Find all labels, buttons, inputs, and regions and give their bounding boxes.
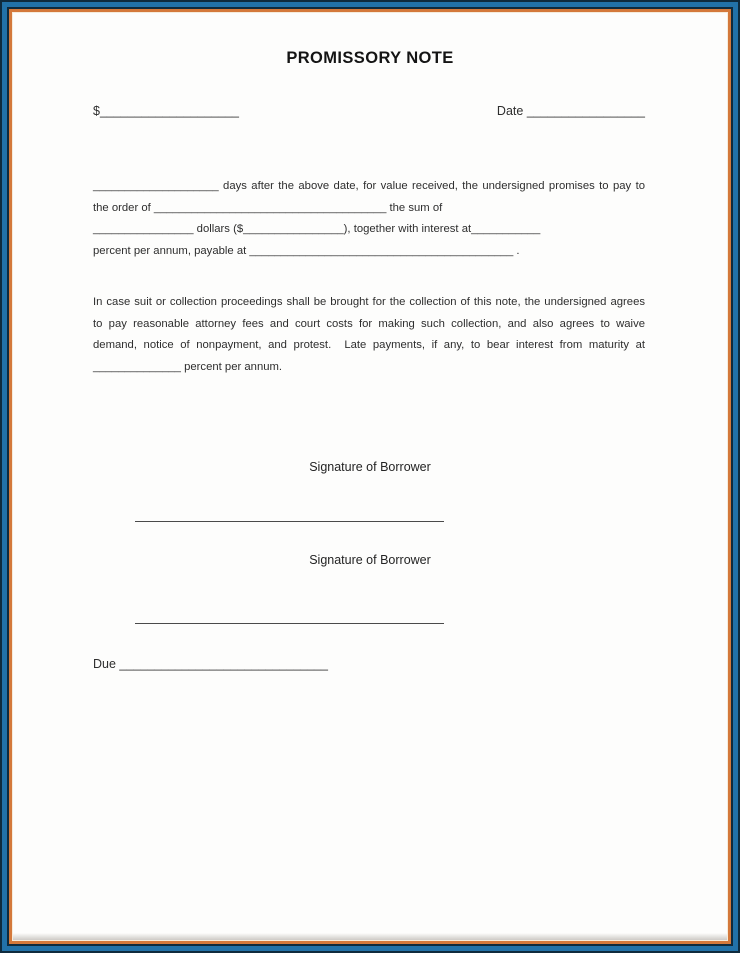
terms-line: ________________ dollars ($________________), together with interest at___________ <box>93 223 541 236</box>
page-border-blue <box>2 2 738 951</box>
due-field <box>93 657 328 671</box>
document-title: PROMISSORY NOTE <box>286 49 454 67</box>
due-label: Due <box>93 657 120 671</box>
signature-of-borrower-label: Signature of Borrower <box>309 460 431 474</box>
collection-line: to pay reasonable attorney fees and court costs for making such collection, and also agrees to waive <box>93 317 645 330</box>
date-field <box>497 104 645 118</box>
amount-blank: ____________________ <box>99 104 239 118</box>
amount-field <box>93 104 239 118</box>
collection-line: ______________ percent per annum. <box>93 360 283 373</box>
due-blank: ______________________________ <box>119 657 328 671</box>
collection-line: In case suit or collection proceedings shall be brought for the collection of this note, the undersigned agrees <box>93 296 645 308</box>
page-border-orange <box>9 9 731 944</box>
terms-line: ____________________ days after the above date, for value received, the undersigned promises to pay to <box>93 180 645 192</box>
signature-line <box>135 623 444 624</box>
promissory-note-page <box>12 12 728 941</box>
terms-line: the order of _____________________________________ the sum of <box>93 201 443 214</box>
amount-prefix: $ <box>93 104 100 118</box>
date-label: Date <box>496 104 527 118</box>
collection-line: demand, notice of nonpayment, and protest. Late payments, if any, to bear interest from maturity at <box>93 339 645 352</box>
page-border-navy <box>7 7 733 946</box>
amount-date-row <box>93 104 645 118</box>
collection-paragraph <box>93 292 645 378</box>
date-blank: _________________ <box>526 104 645 118</box>
terms-line: percent per annum, payable at __________________________________________ . <box>93 244 520 257</box>
terms-paragraph <box>93 176 645 262</box>
signature-line <box>135 521 444 522</box>
signature-of-borrower-label: Signature of Borrower <box>309 553 431 567</box>
